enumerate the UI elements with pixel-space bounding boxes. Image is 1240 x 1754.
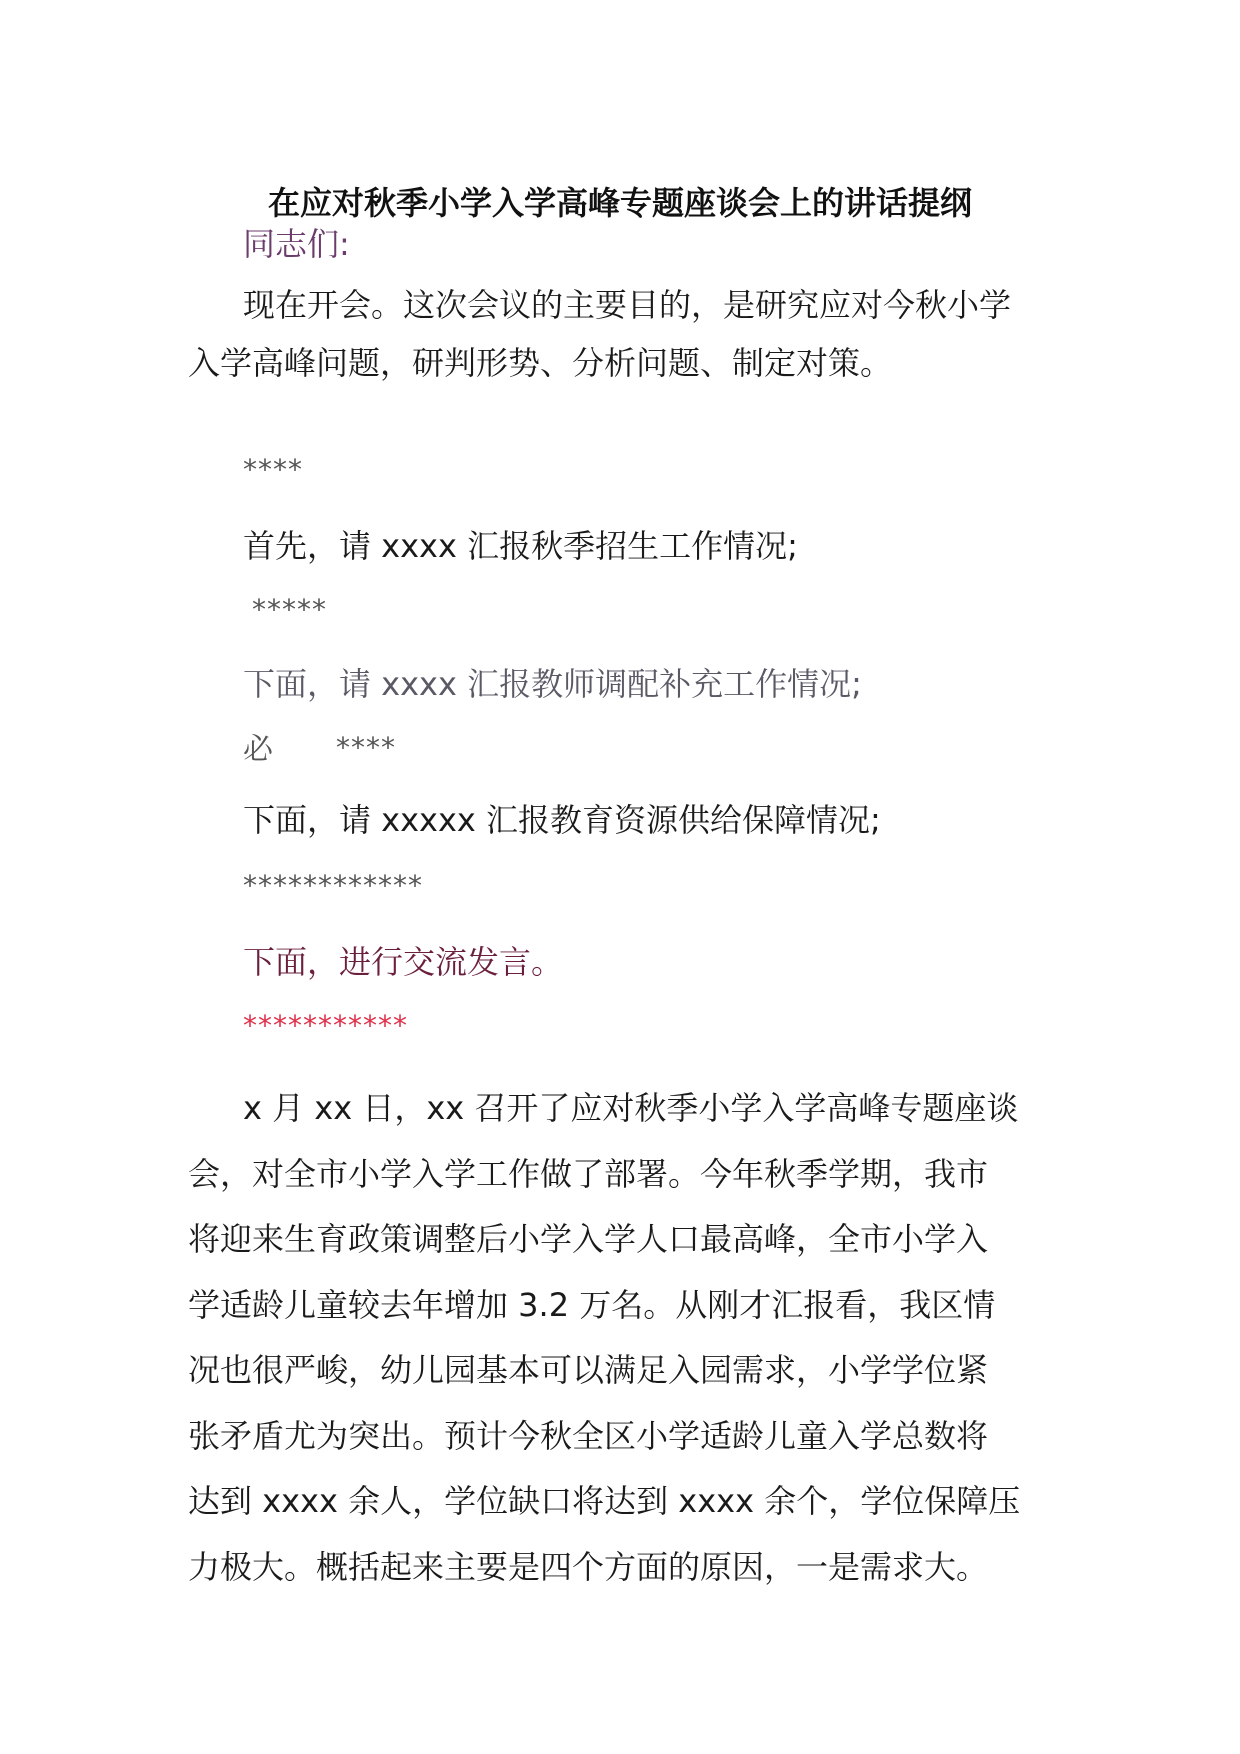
body-line: 力极大。概括起来主要是四个方面的原因，一是需求大。 [188,1547,989,1586]
opening-line-1: 现在开会。这次会议的主要目的，是研究应对今秋小学 [243,286,1012,324]
body-line: 张矛盾尤为突出。预计今秋全区小学适龄儿童入学总数将 [188,1416,989,1455]
greeting: 同志们: [243,225,350,263]
body-line: 将迎来生育政策调整后小学入学人口最高峰，全市小学入 [188,1220,989,1258]
opening-line-2: 入学高峰问题，研判形势、分析问题、制定对策。 [188,344,893,382]
body-line: 达到 xxxx 余人，学位缺口将达到 xxxx 余个，学位保障压 [188,1482,1021,1520]
separator-stars-4: ************ [243,869,423,902]
body-line: x 月 xx 日，xx 召开了应对秋季小学入学高峰专题座谈 [243,1089,1019,1127]
page-title: 在应对秋季小学入学高峰专题座谈会上的讲话提纲 [267,184,972,222]
agenda-item-3: 下面，请 xxxxx 汇报教育资源供给保障情况; [243,801,881,839]
body-line: 学适龄儿童较去年增加 3.2 万名。从刚才汇报看，我区情 [188,1285,996,1324]
body-paragraph [188,1076,1068,1600]
agenda-item-4: 下面，进行交流发言。 [243,943,564,981]
separator-stars-1: **** [243,453,303,486]
agenda-item-2: 下面，请 xxxx 汇报教师调配补充工作情况; [243,665,862,703]
separator-stars-2: ***** [252,593,327,626]
separator-stars-3: **** [336,731,396,764]
body-line: 会，对全市小学入学工作做了部署。今年秋季学期，我市 [188,1154,989,1193]
separator-stars-5: *********** [243,1009,408,1042]
body-line: 况也很严峻，幼儿园基本可以满足入园需求，小学学位紧 [188,1351,989,1389]
agenda-item-1: 首先，请 xxxx 汇报秋季招生工作情况; [243,527,798,565]
separator-prefix-char: 必 [243,732,273,767]
